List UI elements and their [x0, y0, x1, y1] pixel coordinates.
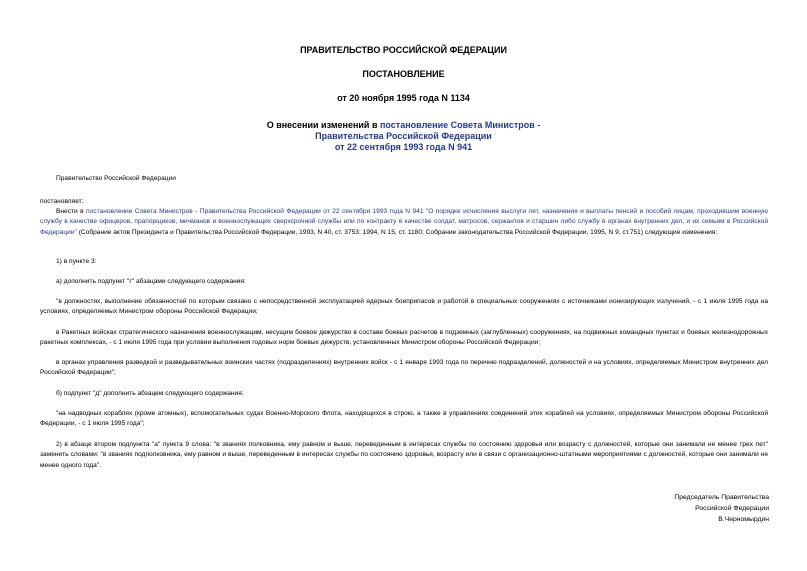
item-1a-quote-2-text: в Ракетных войсках стратегического назначения военнослужащим, несущим боевое дежурство в составе боевых расчетов в подземных (заглубленных) сооружениях, на подвижных командных пунктах и боевых железнодорожных ракетных комплексах, - с 1 июля 1995 года при условии выполнения годовых норм боевых дежурств, установленных Министром обороны Российской Федерации;	[40, 329, 768, 347]
signature-name: В.Черномырдин	[718, 516, 769, 523]
item-1a-text: а) дополнить подпункт "г" абзацами следующего содержания:	[56, 278, 246, 285]
item-1	[40, 257, 768, 267]
title-prefix: О внесении изменений в	[266, 120, 380, 130]
signature-organization: Российской Федерации	[695, 505, 769, 512]
item-1a-quote-1-text: "в должностях, выполнение обязанностей по которым связано с непосредственной эксплуатацией ядерных боеприпасов и работой в специальных сооружениях с источниками ионизирующих излучений, - с 1 июля 1995 года на условиях, определяемых Министром обороны Российской Федерации;	[40, 298, 768, 316]
intro-resolution-link[interactable]: постановление Совета Министров - Правительства Российской Федерации от 22 сентября 1993 года N 941 "О порядке исчисления выслуги лет, назначения и выплаты пенсий и пособий лицам, проходившим военную службу в качестве офицеров, прапорщиков, мичманов и военнослужащих сверхсрочной службы или по контракту в качестве солдат, матросов, сержантов и старшин либо службу в органах внутренних дел, и их семьям в Российской Федерации"	[40, 208, 768, 236]
signature-title: Председатель Правительства	[674, 494, 769, 501]
title-link-line2[interactable]: Правительства Российской Федерации	[315, 131, 492, 141]
government-heading: ПРАВИТЕЛЬСТВО РОССИЙСКОЙ ФЕДЕРАЦИИ	[300, 45, 507, 55]
item-1b-quote-text: "на надводных кораблях (кроме атомных), вспомогательных судах Военно-Морского Флота, находящихся в строю, а также в управлениях соединений этих кораблей на условиях, определяемых Министром обороны Российской Федерации, - с 1 июля 1995 года";	[40, 410, 768, 428]
title-link-line3[interactable]: от 22 сентября 1993 года N 941	[334, 142, 473, 152]
resolves-paragraph	[40, 197, 768, 207]
item-1-text: 1) в пункте 3:	[56, 258, 97, 265]
item-2	[40, 440, 768, 471]
item-1a-quote-3-text: в органах управления разведкой и разведывательных воинских частях (подразделениях) внутренних войск - с 1 января 1993 года по перечню подразделений, должностей и на условиях, определяемых Министром внутренних дел Российской Федерации";	[40, 359, 768, 377]
issuer-text: Правительство Российской Федерации	[56, 175, 176, 182]
item-1a-quote-1	[40, 297, 768, 318]
document-type-heading: ПОСТАНОВЛЕНИЕ	[362, 69, 445, 79]
item-1b-text: б) подпункт "д" дополнить абзацем следующего содержания:	[56, 390, 244, 397]
item-1b	[40, 389, 768, 399]
intro-paragraph	[40, 207, 768, 238]
item-1a-quote-2	[40, 328, 768, 349]
issuer-paragraph	[40, 174, 768, 184]
title-link-line1[interactable]: постановление Совета Министров -	[379, 120, 541, 130]
item-1a	[40, 277, 768, 287]
item-2-text: 2) в абзаце втором подпункта "а" пункта 9 слова: "в званиях полковника, ему равном и выше, переведенным в интересах службы по состоянию здоровья или возрасту с должностей, которые они занимали не менее трех лет" заменить словами: "в званиях подполковника, ему равном и выше, переведенным в интересах службы по состоянию здоровья, возрасту или в связи с организационно-штатными мероприятиями с должностей, которые они занимали не менее одного года".	[40, 441, 768, 469]
item-1b-quote	[40, 409, 768, 430]
signature-block	[674, 492, 769, 525]
document-date-number: от 20 ноября 1995 года N 1134	[337, 93, 470, 103]
resolves-text: постановляет:	[40, 198, 84, 205]
item-1a-quote-3	[40, 358, 768, 379]
intro-start: Внести в	[56, 208, 87, 215]
document-title	[0, 120, 807, 153]
intro-end: (Собрание актов Президента и Правительства Российской Федерации, 1993, N 40, ст. 3753; 1994, N 15, ст. 1180; Собрание законодательства Российской Федерации, 1995, N 9, ст.751) следующие изменения:	[76, 228, 718, 236]
